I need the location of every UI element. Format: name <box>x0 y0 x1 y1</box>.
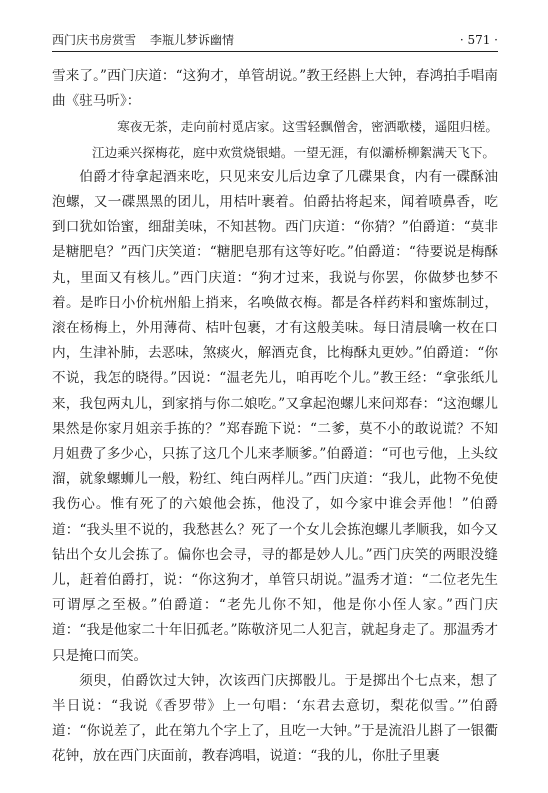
paragraph: 须臾，伯爵饮过大钟，次该西门庆掷骰儿。于是掷出个七点来，想了半日说：“我说《香罗带》上一句唱：‘东君去意切，梨花似雪。’”伯爵道：“你说差了，此在第九个字上了，且吃一大钟。”于是流沿儿斟了一银衢花钟，放在西门庆面前，教春鸿唱，说道：“我的儿，你肚子里裹 <box>52 672 498 765</box>
chapter-title: 李瓶儿梦诉幽情 <box>150 33 235 47</box>
song-lyrics-text: 寒夜无茶，走向前村觅店家。这雪轻飘僧舍，密洒歌楼，遥阻归槎。江边乘兴探梅花，庭中欢赏烧银蜡。一望无涯，有似灞桥柳絮满天飞下。 <box>92 119 498 160</box>
running-header <box>52 32 498 52</box>
body-text <box>52 64 498 770</box>
song-lyrics <box>52 114 498 164</box>
book-title: 西门庆书房赏雪 <box>52 33 137 47</box>
paragraph-continued: 雪来了。”西门庆道：“这狗才，单管胡说。”教王经斟上大钟，春鸿拍手唱南曲《驻马听》： <box>52 68 498 110</box>
paragraph: 伯爵才待拿起酒来吃，只见来安儿后边拿了几碟果食，内有一碟酥油泡螺，又一碟黑黑的团儿，用桔叶裹着。伯爵拈将起来，闻着喷鼻香，吃到口犹如饴蜜，细甜美味，不知甚物。西门庆道：“你猜？”伯爵道：“莫非是糖肥皂？”西门庆笑道：“糖肥皂那有这等好吃。”伯爵道：“待要说是梅酥丸，里面又有核儿。”西门庆道：“狗才过来，我说与你罢，你做梦也梦不着。是昨日小价杭州船上捎来，名唤做衣梅。都是各样药料和蜜炼制过，滚在杨梅上，外用薄荷、桔叶包裹，才有这般美味。每日清晨噙一枚在口内，生津补肺，去恶味，煞痰火，解酒克食，比梅酥丸更妙。”伯爵道：“你不说，我怎的晓得。”因说：“温老先儿，咱再吃个儿。”教王经：“拿张纸儿来，我包两丸儿，到家捎与你二娘吃。”又拿起泡螺儿来问郑春：“这泡螺儿果然是你家月姐亲手拣的？”郑春跪下说：“二爹，莫不小的敢说谎？不知月姐费了多少心，只拣了这几个儿来孝顺爹。”伯爵道：“可也亏他，上头纹溜，就象螺蛳儿一般，粉红、纯白两样儿。”西门庆道：“我儿，此物不免使我伤心。惟有死了的六娘他会拣，他没了，如今家中谁会弄他！”伯爵道：“我头里不说的，我愁甚么？死了一个女儿会拣泡螺儿孝顺我，如今又钻出个女儿会拣了。偏你也会寻，寻的都是妙人儿。”西门庆笑的两眼没缝儿，赶着伯爵打，说：“你这狗才，单管只胡说。”温秀才道：“二位老先生可谓厚之至极。”伯爵道：“老先儿你不知，他是你小侄人家。”西门庆道：“我是他家二十年旧孤老。”陈敬济见二人犯言，就起身走了。那温秀才只是掩口而笑。 <box>52 168 498 664</box>
book-page <box>52 32 498 770</box>
header-titles <box>52 32 234 48</box>
page-number: · 571 · <box>459 33 498 47</box>
